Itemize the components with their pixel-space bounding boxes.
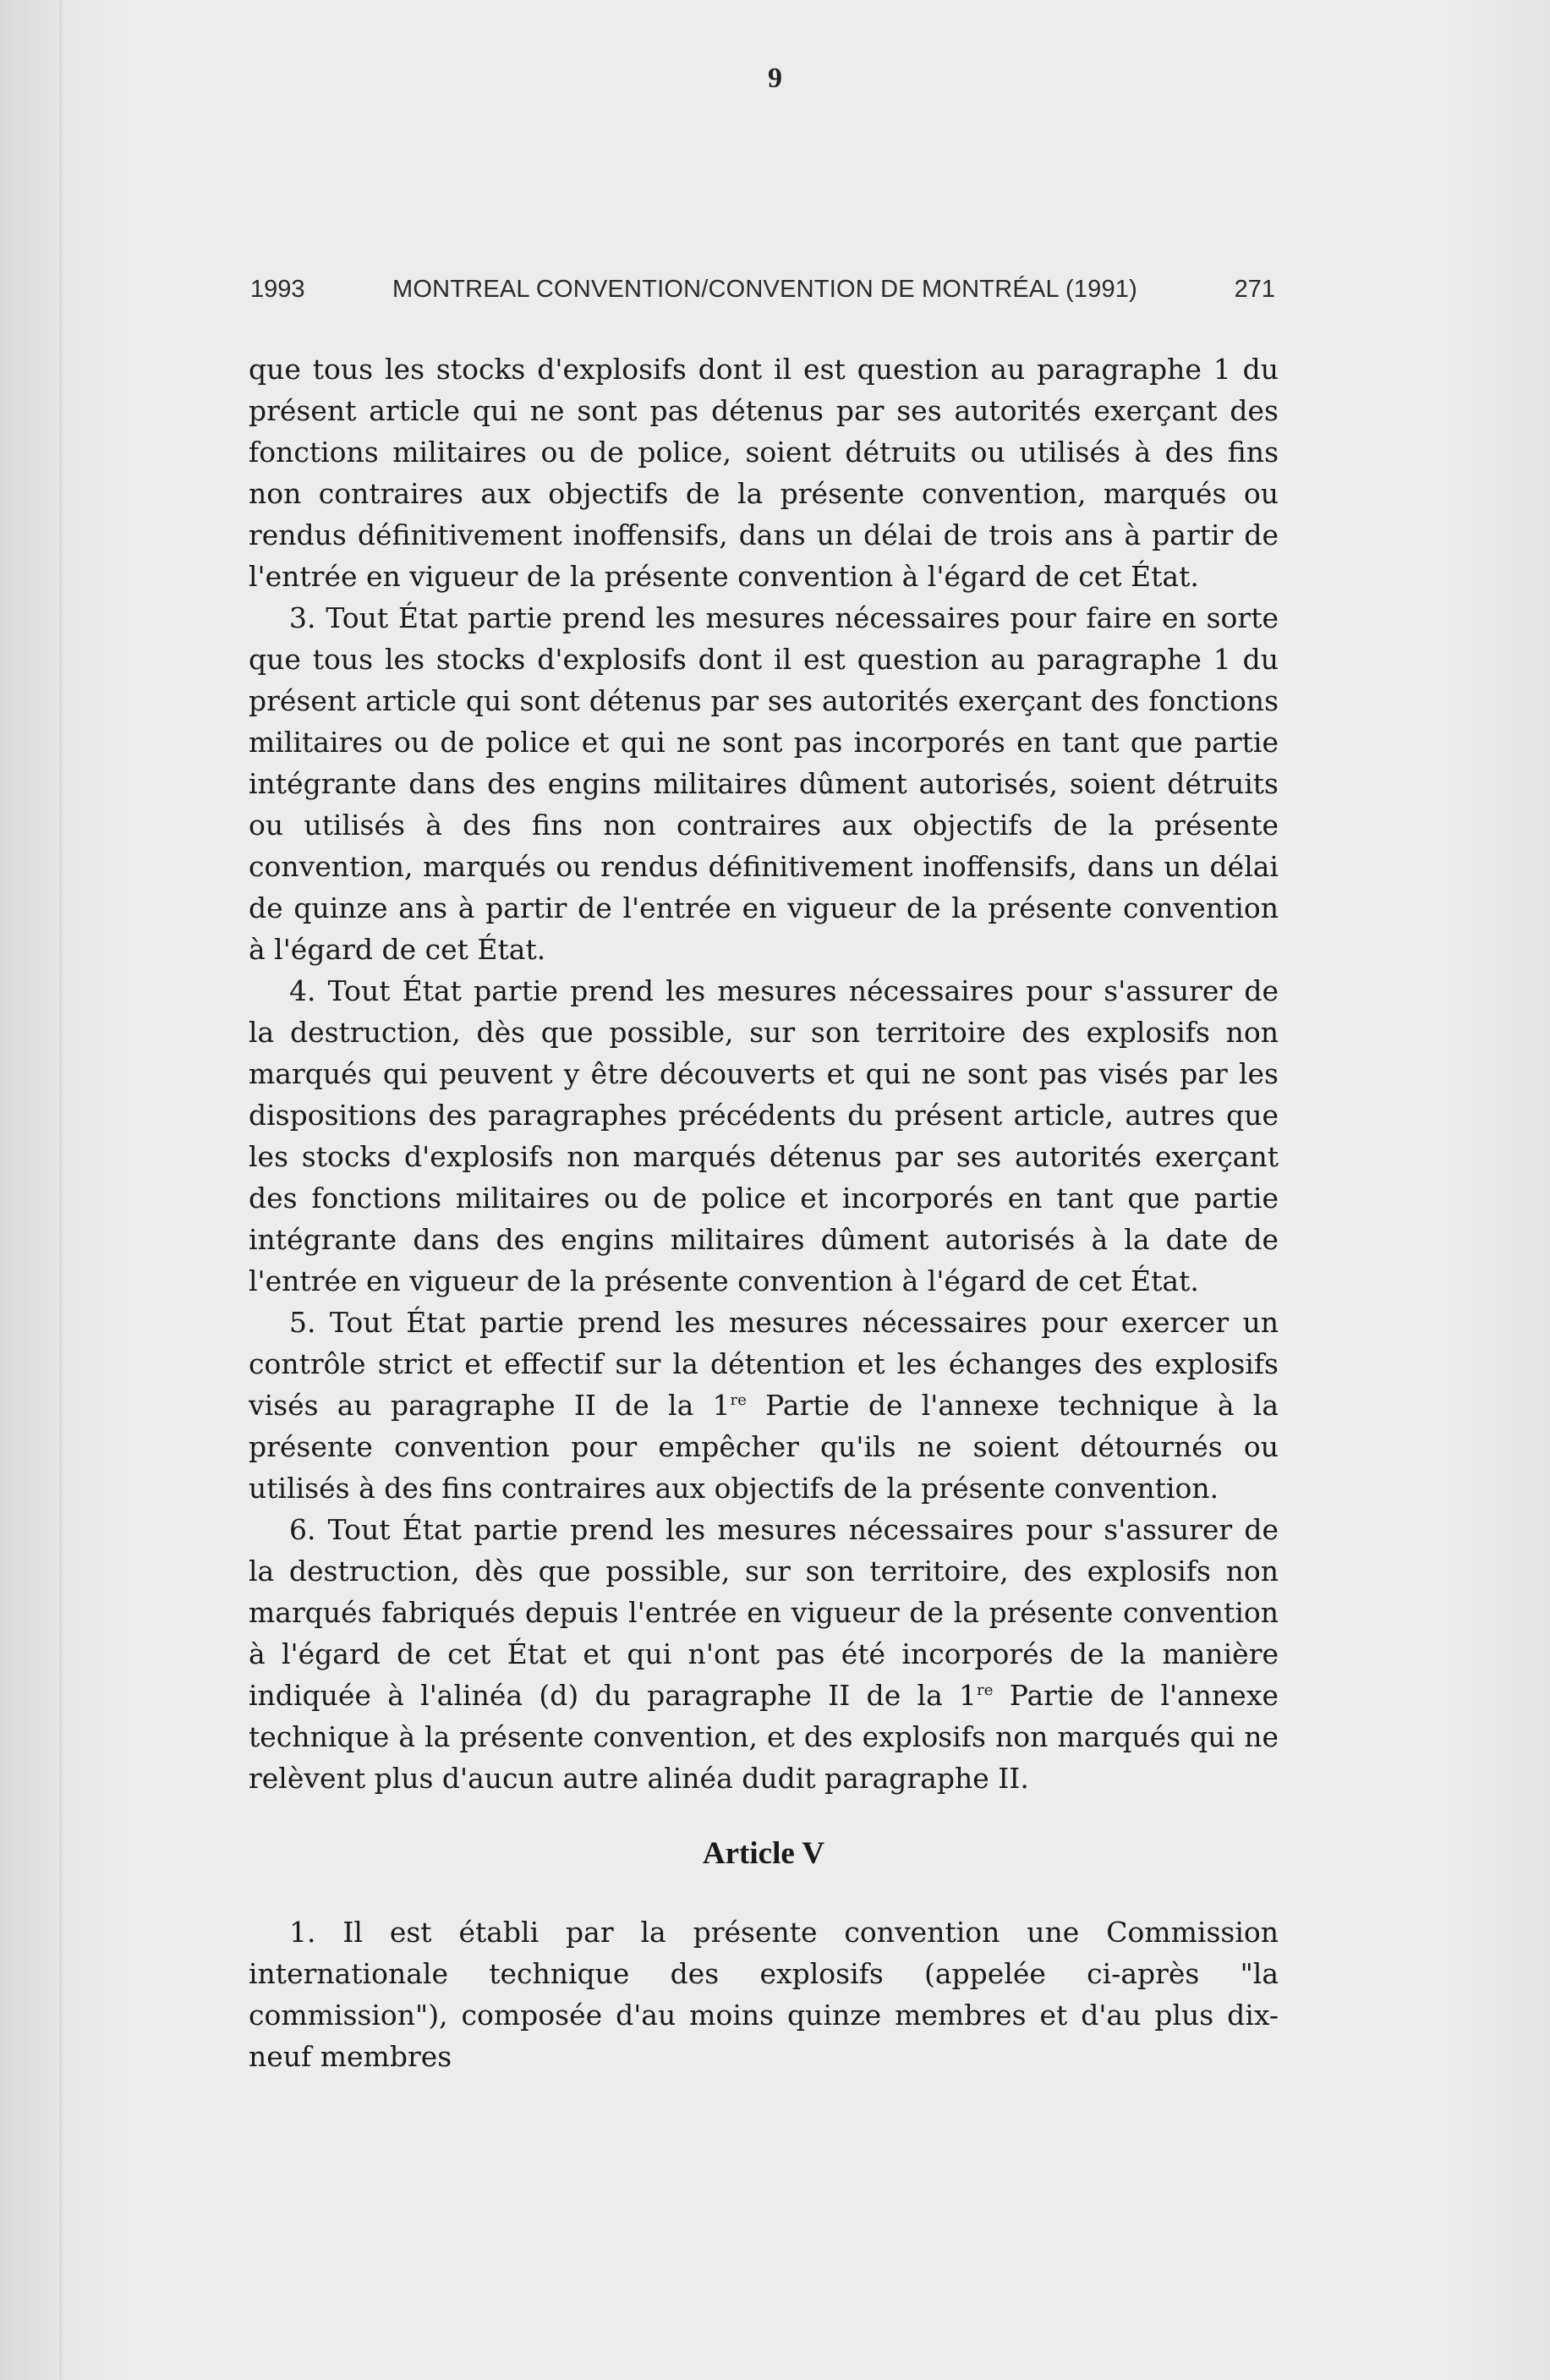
paragraph-6-superscript: re xyxy=(977,1681,994,1699)
paragraph-3: 3. Tout État partie prend les mesures nécessaires pour faire en sorte que tous les stocks d'explosifs dont il est question au paragraphe 1 du présent article qui sont détenus par ses autorités exerçant des fonctions militaires ou de police et qui ne sont pas incorporés en tant que partie intégrante dans des engins militaires dûment autorisés, soient détruits ou utilisés à des fins non contraires aux objectifs de la présente convention, marqués ou rendus définitivement inoffensifs, dans un délai de quinze ans à partir de l'entrée en vigueur de la présente convention à l'égard de cet État. xyxy=(249,601,1279,966)
paragraph-continuation: que tous les stocks d'explosifs dont il est question au paragraphe 1 du présent article qui ne sont pas détenus par ses autorités exerçant des fonctions militaires ou de police, soient détruits ou utilisés à des fins non contraires aux objectifs de la présente convention, marqués ou rendus définitivement inoffensifs, dans un délai de trois ans à partir de l'entrée en vigueur de la présente convention à l'égard de cet État. xyxy=(249,353,1279,593)
paragraph-6 xyxy=(249,1509,1279,1799)
paragraph-5-superscript: re xyxy=(730,1391,747,1409)
running-head-title: MONTREAL CONVENTION/CONVENTION DE MONTRÉAL (1991) xyxy=(392,276,1137,303)
paragraph-4: 4. Tout État partie prend les mesures nécessaires pour s'assurer de la destruction, dès que possible, sur son territoire des explosifs non marqués qui peuvent y être découverts et qui ne sont pas visés par les dispositions des paragraphes précédents du présent article, autres que les stocks d'explosifs non marqués détenus par ses autorités exerçant des fonctions militaires ou de police et incorporés en tant que partie intégrante dans des engins militaires dûment autorisés à la date de l'entrée en vigueur de la présente convention à l'égard de cet État. xyxy=(249,974,1279,1297)
running-head-page-number: 271 xyxy=(1234,276,1275,303)
binding-gutter-shadow xyxy=(59,0,64,2380)
running-head-year: 1993 xyxy=(250,276,305,303)
folio-number: 9 xyxy=(768,63,782,94)
paragraph-6-text-a: 6. Tout État partie prend les mesures nécessaires pour s'assurer de la destruction, dès que possible, sur son territoire, des explosifs non marqués fabriqués depuis l'entrée en vigueur de la présente convention à l'égard de cet État et qui n'ont pas été incorporés de la manière indiquée à l'alinéa (d) du paragraphe II de la 1 xyxy=(249,1513,1279,1712)
running-head xyxy=(250,276,1275,313)
paragraph-5 xyxy=(249,1302,1279,1509)
article-v-paragraph-1: 1. Il est établi par la présente convention une Commission internationale technique des explosifs (appelée ci-après "la commission"), composée d'au moins quinze membres et d'au plus dix-neuf membres xyxy=(249,1916,1279,2073)
paragraph-5-text-a: 5. Tout État partie prend les mesures nécessaires pour exercer un contrôle strict et effectif sur la détention et les échanges des explosifs visés au paragraphe II de la 1 xyxy=(249,1306,1279,1422)
body-text xyxy=(249,348,1279,2077)
article-heading: Article V xyxy=(702,1836,825,1871)
paragraph-5-text-b: Partie de l'annexe technique à la présente convention pour empêcher qu'ils ne soient détournés ou utilisés à des fins contraires aux objectifs de la présente convention. xyxy=(249,1389,1279,1505)
paragraph-6-text-b: Partie de l'annexe technique à la présente convention, et des explosifs non marqués qui ne relèvent plus d'aucun autre alinéa dudit paragraphe II. xyxy=(249,1679,1279,1795)
